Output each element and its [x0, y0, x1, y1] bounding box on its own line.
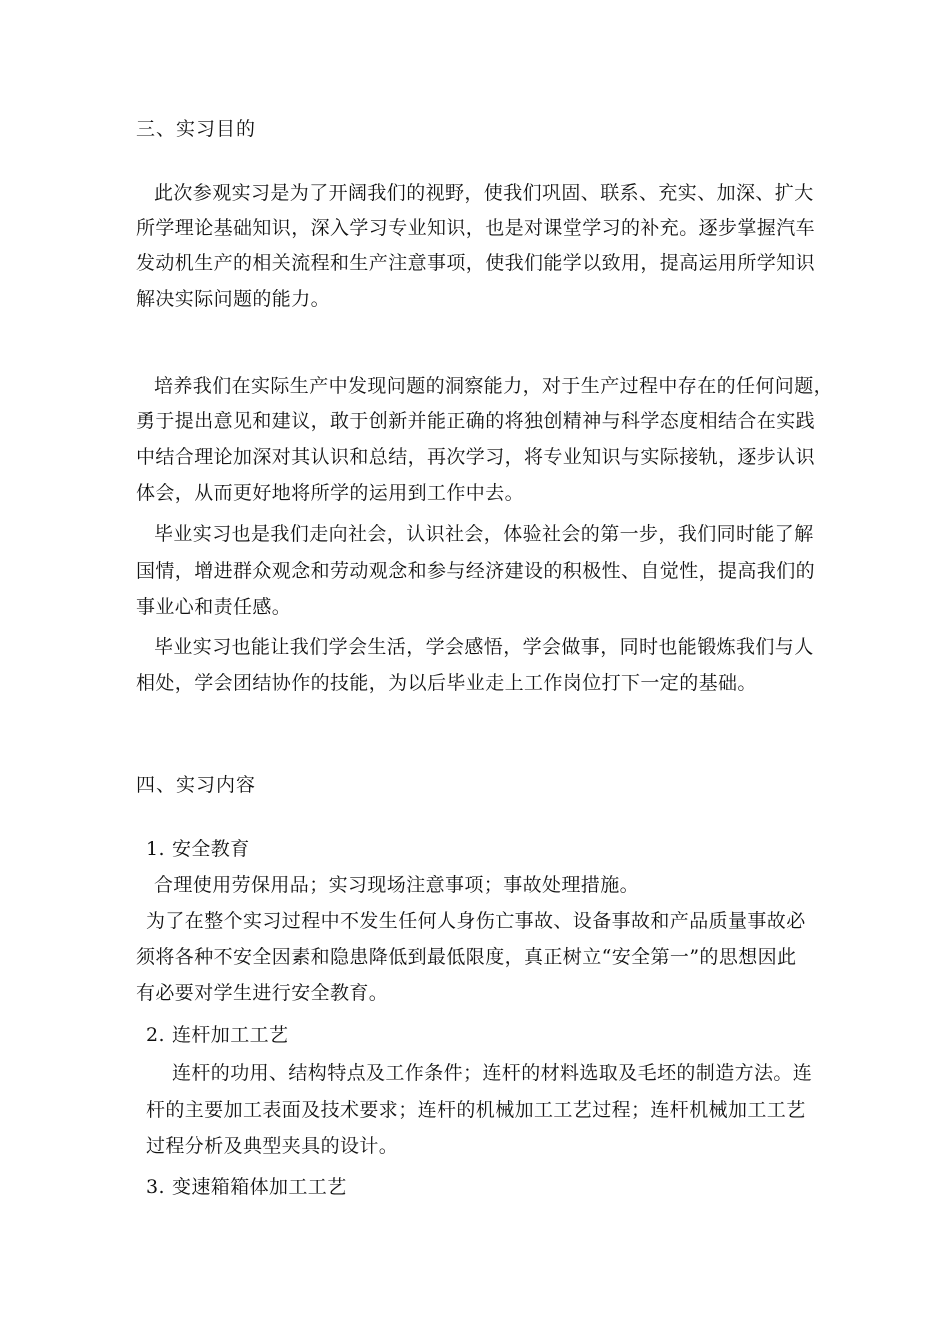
paragraph-line: 解决实际问题的能力。 — [136, 288, 331, 310]
paragraph-line: 勇于提出意见和建议，敢于创新并能正确的将独创精神与科学态度相结合在实践 — [136, 410, 816, 432]
list-item-number: 3. — [146, 1176, 165, 1198]
list-item-label: 安全教育 — [172, 838, 250, 860]
list-item-title — [146, 1174, 347, 1200]
paragraph-line: 国情，增进群众观念和劳动观念和参与经济建设的积极性、自觉性，提高我们的 — [136, 560, 816, 582]
paragraph-line: 为了在整个实习过程中不发生任何人身伤亡事故、设备事故和产品质量事故必 — [146, 910, 806, 932]
paragraph-line: 此次参观实习是为了开阔我们的视野，使我们巩固、联系、充实、加深、扩大 — [154, 182, 814, 204]
paragraph-line: 相处，学会团结协作的技能，为以后毕业走上工作岗位打下一定的基础。 — [136, 672, 757, 694]
paragraph-line: 杆的主要加工表面及技术要求；连杆的机械加工工艺过程；连杆机械加工工艺 — [146, 1099, 806, 1121]
paragraph-line: 过程分析及典型夹具的设计。 — [146, 1135, 399, 1157]
paragraph-line: 发动机生产的相关流程和生产注意事项，使我们能学以致用，提高运用所学知识 — [136, 252, 816, 274]
paragraph-line: 有必要对学生进行安全教育。 — [136, 982, 389, 1004]
paragraph-line: 中结合理论加深对其认识和总结，再次学习，将专业知识与实际接轨，逐步认识 — [136, 446, 816, 468]
list-item-title — [146, 836, 250, 862]
list-item-number: 1. — [146, 838, 165, 860]
paragraph-line: 合理使用劳保用品；实习现场注意事项；事故处理措施。 — [154, 874, 640, 896]
list-item-label: 变速箱箱体加工工艺 — [172, 1176, 347, 1198]
section-heading: 三、实习目的 — [136, 118, 257, 140]
paragraph-line: 毕业实习也是我们走向社会，认识社会，体验社会的第一步，我们同时能了解 — [154, 523, 814, 545]
list-item-label: 连杆加工工艺 — [172, 1024, 289, 1046]
paragraph-line: 培养我们在实际生产中发现问题的洞察能力，对于生产过程中存在的任何问题， — [154, 375, 834, 397]
section-heading: 四、实习内容 — [136, 774, 257, 796]
paragraph-line: 连杆的功用、结构特点及工作条件；连杆的材料选取及毛坯的制造方法。连 — [172, 1062, 813, 1084]
list-item-number: 2. — [146, 1024, 165, 1046]
list-item-title — [146, 1022, 288, 1048]
paragraph-line: 须将各种不安全因素和隐患降低到最低限度，真正树立“安全第一”的思想因此 — [136, 946, 797, 968]
paragraph-line: 事业心和责任感。 — [136, 596, 292, 618]
paragraph-line: 毕业实习也能让我们学会生活，学会感悟，学会做事，同时也能锻炼我们与人 — [154, 636, 814, 658]
paragraph-line: 所学理论基础知识，深入学习专业知识，也是对课堂学习的补充。逐步掌握汽车 — [136, 217, 816, 239]
paragraph-line: 体会，从而更好地将所学的运用到工作中去。 — [136, 482, 525, 504]
